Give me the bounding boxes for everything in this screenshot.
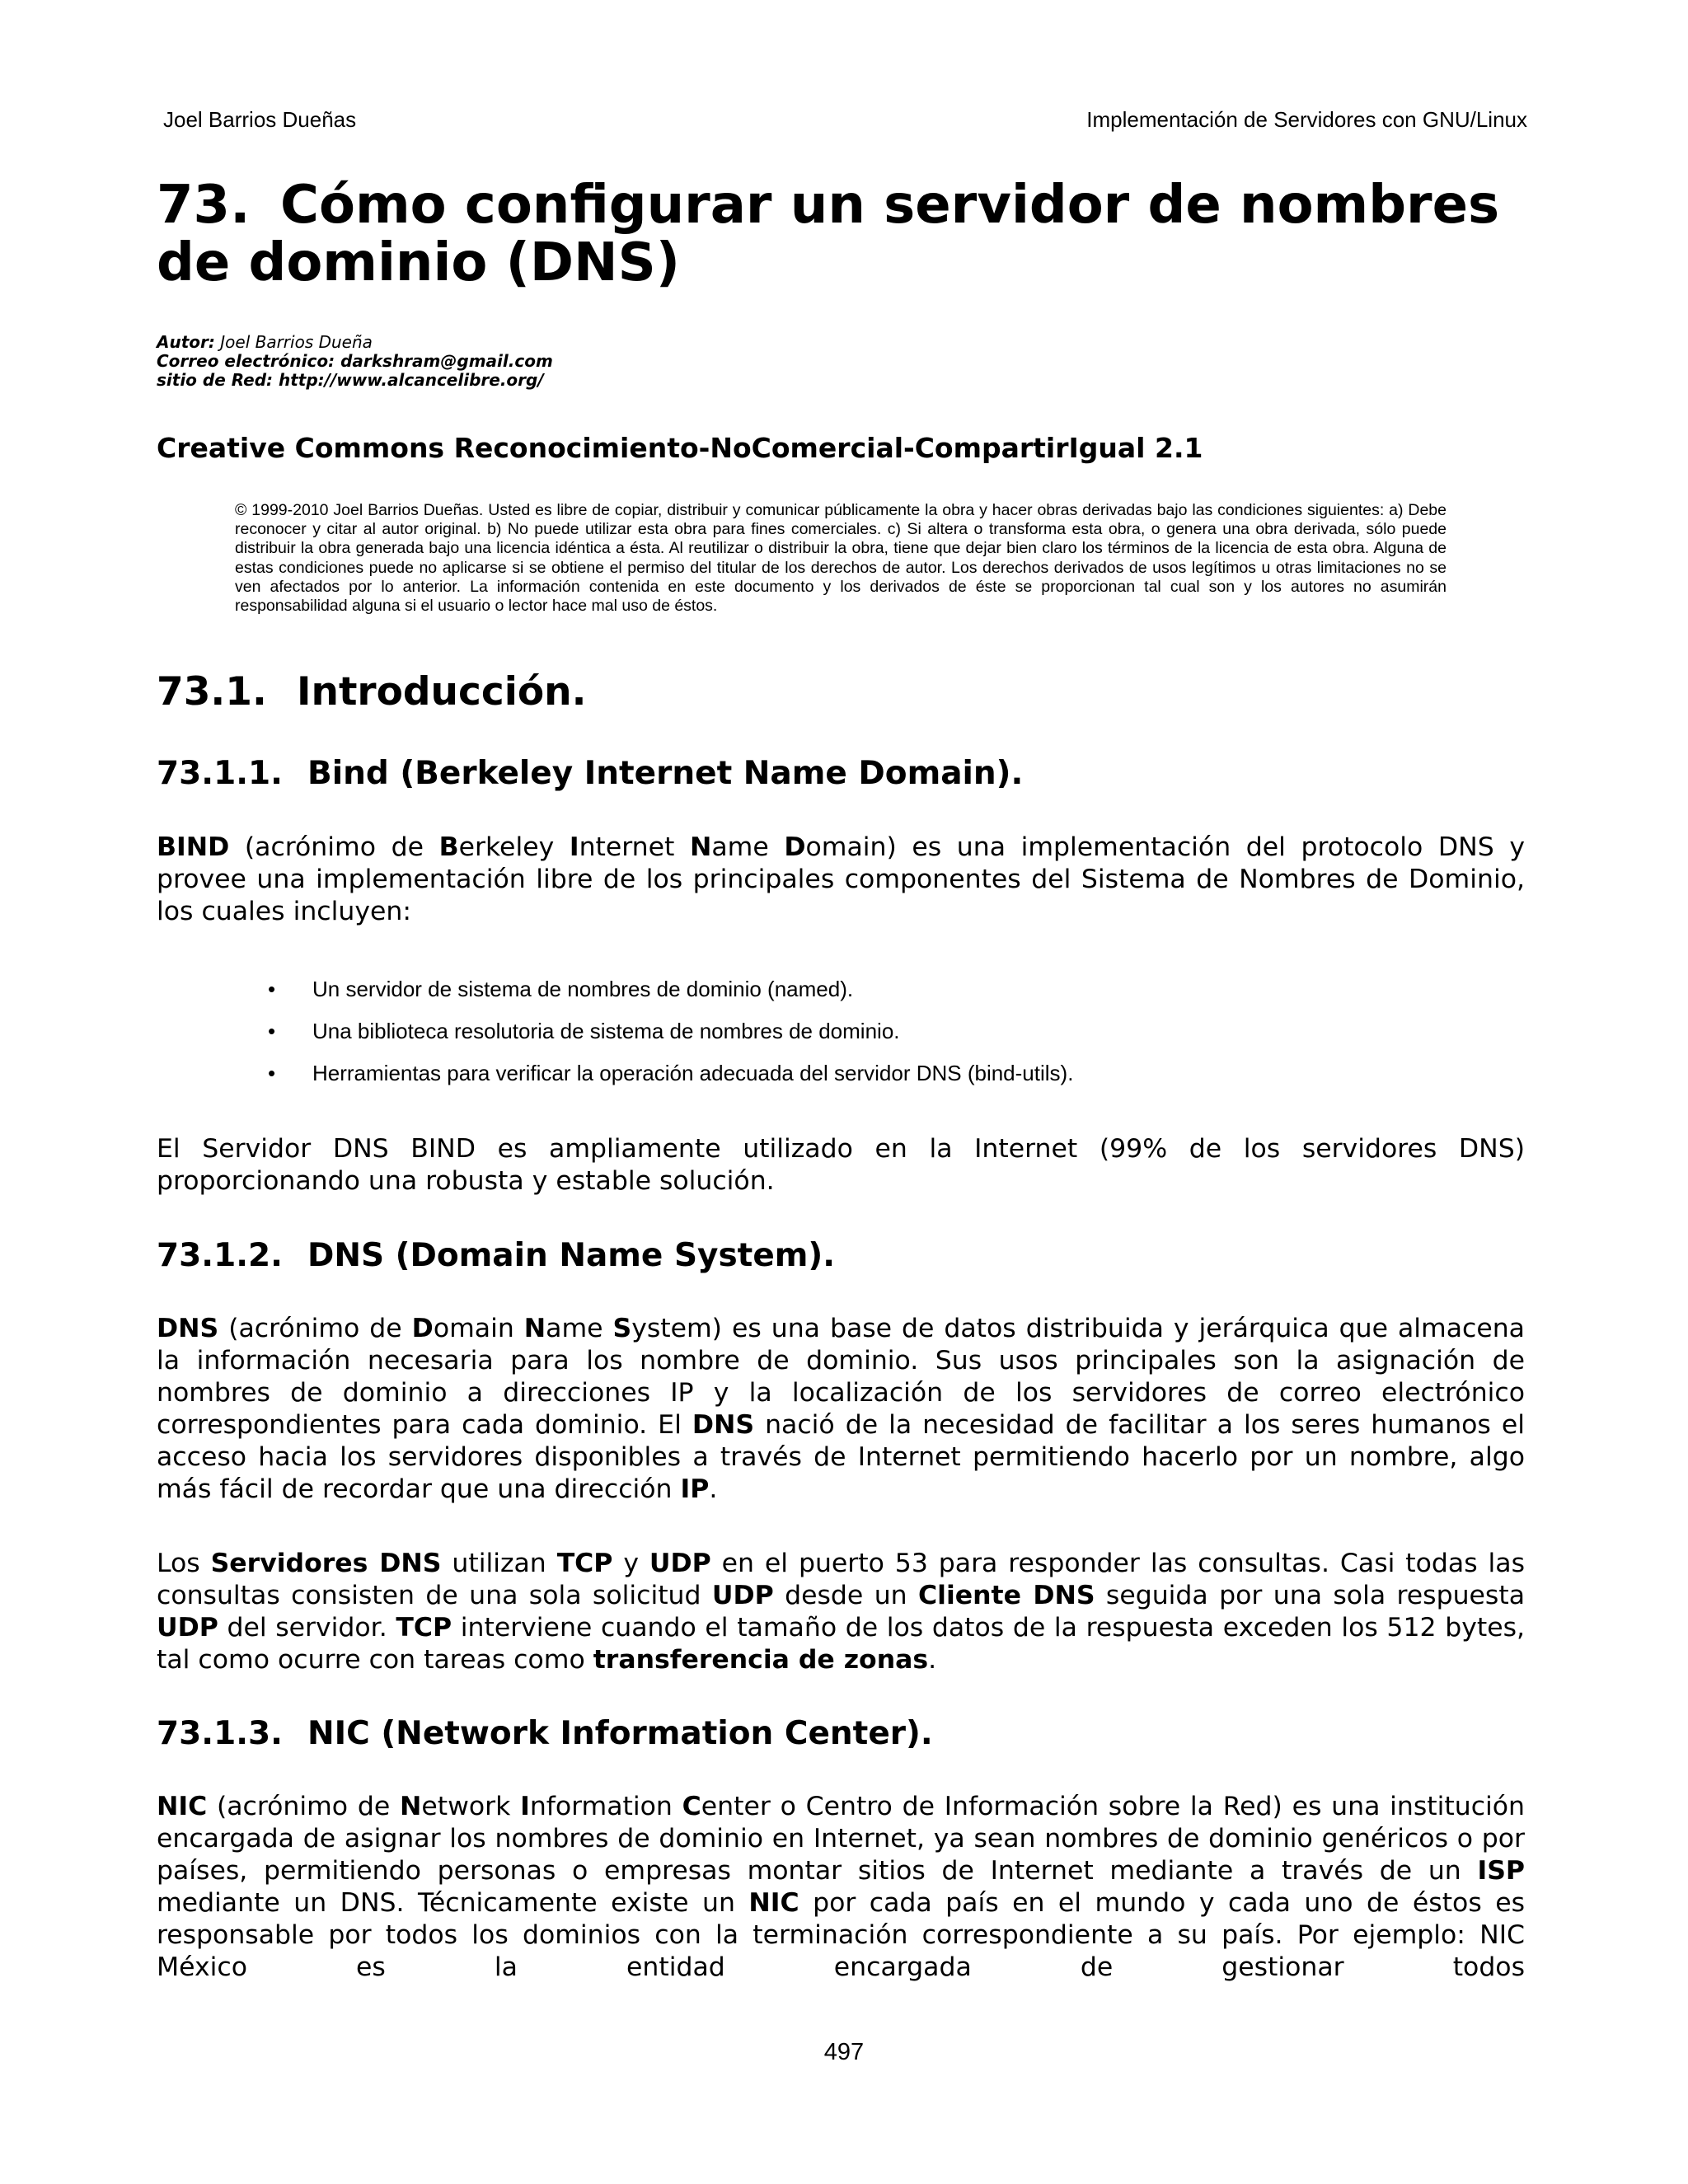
chapter-number: 73. <box>157 175 251 236</box>
list-item: • Herramientas para verificar la operación adecuada del servidor DNS (bind-utils). <box>268 1061 1074 1085</box>
nic-paragraph: NIC (acrónimo de Network Information Center o Centro de Información sobre la Red) es una institución encargada de asignar los nombres de dominio en Internet, ya sean nombres de dominio genéricos o por países, permitiendo personas o empresas montar sitios de Internet mediante a través de un ISP mediante un DNS. Técnicamente existe un NIC por cada país en el mundo y cada uno de éstos es responsable por todos los dominios con la terminación correspondiente a su país. Por ejemplo: NIC México es la entidad encargada de gestionar todos <box>157 1792 1525 1982</box>
bullet-icon: • <box>268 1019 276 1043</box>
bind-paragraph: BIND (acrónimo de Berkeley Internet Name Domain) es una implementación del protocolo DNS y provee una implementación libre de los principales componentes del Sistema de Nombres de Dominio, los cuales incluyen: <box>157 832 1525 926</box>
bind-usage-paragraph: El Servidor DNS BIND es ampliamente utilizado en la Internet (99% de los servidores DNS) proporcionando una robusta y estable solución. <box>157 1134 1525 1196</box>
running-header-author: Joel Barrios Dueñas <box>163 107 357 132</box>
chapter-title-text: Cómo configurar un servidor de nombres de dominio (DNS) <box>157 175 1500 293</box>
author-name: Joel Barrios Dueña <box>220 332 373 352</box>
section-heading-nic: 73.1.3. NIC (Network Information Center). <box>157 1715 933 1752</box>
license-text: © 1999-2010 Joel Barrios Dueñas. Usted es libre de copiar, distribuir y comunicar públicamente la obra y hacer obras derivadas bajo las condiciones siguientes: a) Debe reconocer y citar al autor original. b) No puede utilizar esta obra para fines comerciales. c) Si altera o transforma esta obra, o genera una obra derivada, sólo puede distribuir la obra generada bajo una licencia idéntica a ésta. Al reutilizar o distribuir la obra, tiene que dejar bien claro los términos de la licencia de esta obra. Alguna de estas condiciones puede no aplicarse si se obtiene el permiso del titular de los derechos de autor. Los derechos derivados de usos legítimos u otras limitaciones no se ven afectados por lo anterior. La información contenida en este documento y los derivados de éste se proporcionan tal cual son y los autores no asumirán responsabilidad alguna si el usuario o lector hace mal uso de éstos. <box>235 501 1447 616</box>
list-item: • Una biblioteca resolutoria de sistema de nombres de dominio. <box>268 1019 900 1043</box>
list-item: • Un servidor de sistema de nombres de dominio (named). <box>268 977 854 1001</box>
page-number: 497 <box>823 2039 865 2065</box>
bullet-icon: • <box>268 977 276 1001</box>
email-line: Correo electrónico: darkshram@gmail.com <box>157 351 553 371</box>
section-heading-intro: 73.1. Introducción. <box>157 669 587 715</box>
author-block <box>157 333 1146 390</box>
site-line: sitio de Red: http://www.alcancelibre.org/ <box>157 370 544 390</box>
author-line <box>157 333 1146 352</box>
section-heading-dns: 73.1.2. DNS (Domain Name System). <box>157 1237 836 1274</box>
chapter-title <box>157 176 1541 292</box>
bind-components-list <box>268 977 1422 1103</box>
dns-paragraph: DNS (acrónimo de Domain Name System) es una base de datos distribuida y jerárquica que almacena la información necesaria para los nombre de dominio. Sus usos principales son la asignación de nombres de dominio a direcciones IP y la localización de los servidores de correo electrónico correspondientes para cada dominio. El DNS nació de la necesidad de facilitar a los seres humanos el acceso hacia los servidores disponibles a través de Internet permitiendo hacerlo por un nombre, algo más fácil de recordar que una dirección IP. <box>157 1314 1525 1504</box>
bullet-icon: • <box>268 1061 276 1085</box>
license-title: Creative Commons Reconocimiento-NoComercial-CompartirIgual 2.1 <box>157 432 1203 464</box>
dns-servers-paragraph: Los Servidores DNS utilizan TCP y UDP en el puerto 53 para responder las consultas. Casi todas las consultas consisten de una sola solicitud UDP desde un Cliente DNS seguida por una sola respuesta UDP del servidor. TCP interviene cuando el tamaño de los datos de la respuesta exceden los 512 bytes, tal como ocurre con tareas como transferencia de zonas. <box>157 1549 1526 1675</box>
running-header-book-title: Implementación de Servidores con GNU/Linux <box>1086 107 1527 132</box>
author-label: Autor: <box>157 332 215 352</box>
section-heading-bind: 73.1.1. Bind (Berkeley Internet Name Domain). <box>157 755 1024 792</box>
